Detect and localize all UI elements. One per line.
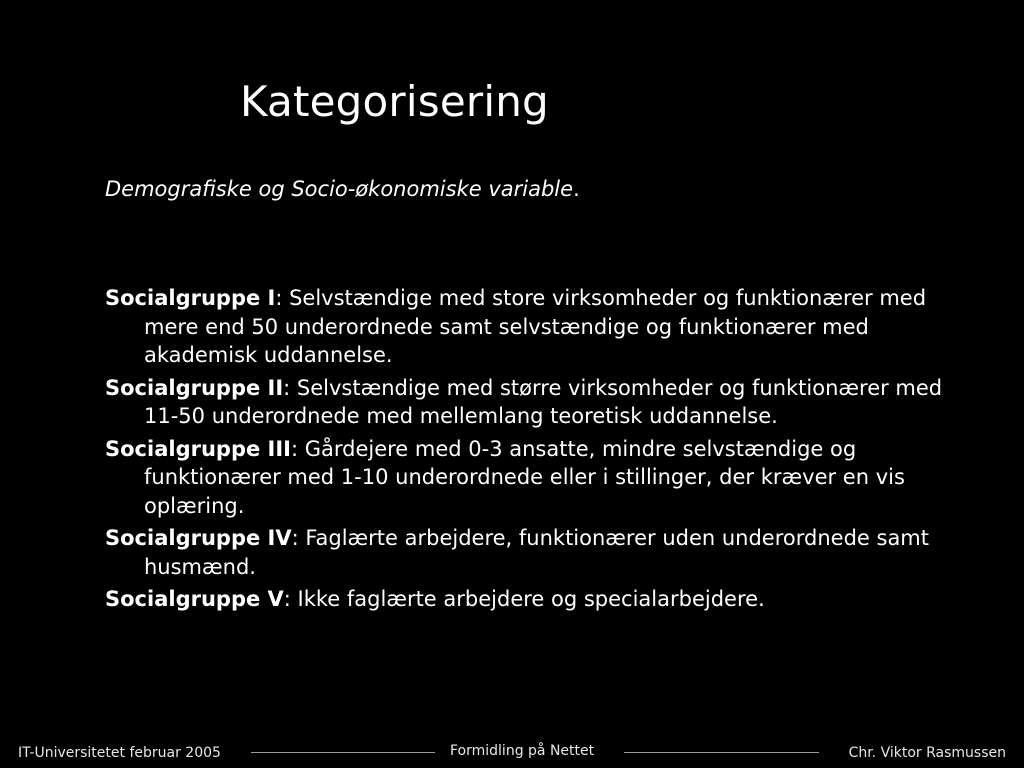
slide-footer xyxy=(0,740,1024,768)
list-item xyxy=(105,585,955,614)
social-group-list xyxy=(105,284,955,618)
slide-title: Kategorisering xyxy=(240,77,549,126)
group-description: : Ikke faglærte arbejdere og specialarbejdere. xyxy=(283,587,765,611)
group-name: Socialgruppe II xyxy=(105,375,284,400)
list-item xyxy=(105,284,955,370)
footer-right-text: Chr. Viktor Rasmussen xyxy=(848,745,1006,761)
footer-divider-left xyxy=(251,752,435,753)
slide-subtitle xyxy=(105,174,580,204)
footer-divider-right xyxy=(624,752,819,753)
list-item xyxy=(105,374,955,431)
subtitle-italic-text: Demografiske og Socio-økonomiske variable xyxy=(105,177,574,201)
group-description: : Faglærte arbejdere, funktionærer uden underordnede samt husmænd. xyxy=(144,526,929,579)
list-item xyxy=(105,524,955,581)
group-description: : Selvstændige med store virksomheder og funktionærer med mere end 50 underordnede samt selvstændige og funktionærer med akademisk uddannelse. xyxy=(144,286,927,367)
footer-left-text: IT-Universitetet februar 2005 xyxy=(18,745,221,761)
footer-center-text: Formidling på Nettet xyxy=(450,743,595,759)
group-name: Socialgruppe V xyxy=(105,587,284,611)
list-item xyxy=(105,435,955,521)
subtitle-trailing-period: . xyxy=(573,177,580,201)
group-description: : Gårdejere med 0-3 ansatte, mindre selvstændige og funktionærer med 1-10 underordnede eller i stillinger, der kræver en vis oplæring. xyxy=(144,436,905,518)
group-name: Socialgruppe I xyxy=(105,286,276,310)
group-name: Socialgruppe III xyxy=(105,436,291,461)
group-description: : Selvstændige med større virksomheder og funktionærer med 11-50 underordnede med mellemlang teoretisk uddannelse. xyxy=(144,375,943,428)
group-name: Socialgruppe IV xyxy=(105,526,292,550)
